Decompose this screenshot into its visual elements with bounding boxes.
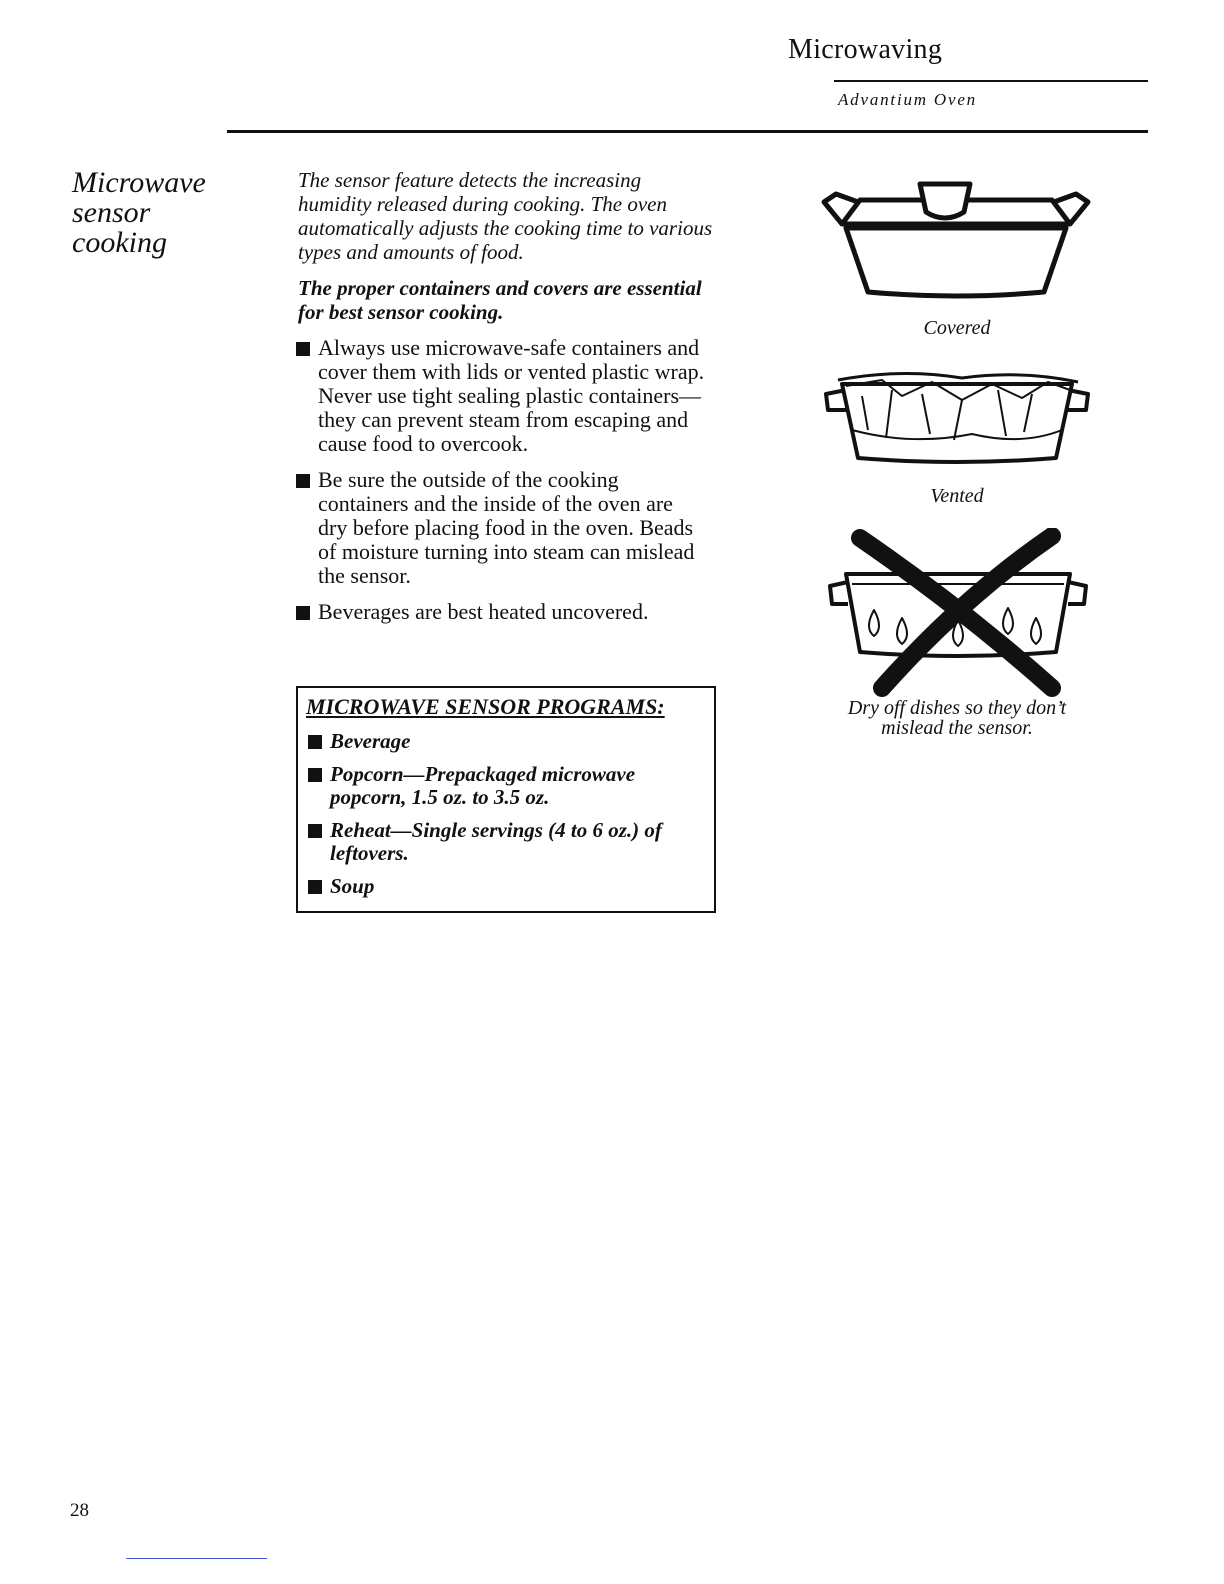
emphasis-paragraph: The proper containers and covers are essential for best sensor cooking.	[298, 276, 702, 324]
list-item-text: Be sure the outside of the cooking containers and the inside of the oven are dry before placing food in the oven. Beads of moisture turning into steam can mislead the sensor.	[318, 467, 695, 588]
covered-caption: Covered	[923, 317, 991, 339]
bullet-square-icon	[296, 342, 310, 356]
footer-line	[126, 1558, 267, 1559]
vented-caption: Vented	[930, 485, 984, 507]
sensor-programs-box	[296, 686, 716, 913]
bullet-square-icon	[296, 474, 310, 488]
header-divider	[834, 80, 1148, 82]
program-item	[308, 730, 704, 753]
page-number: 28	[70, 1500, 89, 1521]
covered-dish-icon	[812, 172, 1102, 312]
section-title-line-2: sensor	[72, 196, 151, 229]
program-item-text: Beverage	[330, 729, 411, 753]
covered-dish-illustration	[812, 172, 1102, 342]
programs-list	[308, 730, 704, 908]
section-title-line-3: cooking	[72, 226, 167, 259]
bullet-square-icon	[308, 735, 322, 749]
tips-list	[296, 336, 706, 636]
vented-dish-icon	[812, 360, 1102, 470]
program-item-text: Soup	[330, 874, 375, 898]
bullet-square-icon	[308, 824, 322, 838]
program-item	[308, 819, 704, 865]
page-header-title: Microwaving	[788, 34, 943, 65]
program-item-text: Popcorn—Prepackaged microwave popcorn, 1.5 oz. to 3.5 oz.	[330, 762, 636, 809]
program-item	[308, 763, 704, 809]
crossed-out-wet-dish-icon	[812, 528, 1102, 698]
program-item-text: Reheat—Single servings (4 to 6 oz.) of leftovers.	[330, 818, 662, 865]
dry-dishes-caption	[812, 698, 1102, 738]
vented-dish-illustration	[812, 360, 1102, 510]
list-item	[296, 336, 706, 456]
bullet-square-icon	[296, 606, 310, 620]
page-header-subtitle: Advantium Oven	[838, 90, 977, 109]
dry-caption-line-2: mislead the sensor.	[881, 717, 1033, 739]
wet-dish-illustration	[812, 528, 1102, 748]
section-title	[72, 168, 242, 258]
bullet-square-icon	[308, 880, 322, 894]
list-item-text: Always use microwave-safe containers and cover them with lids or vented plastic wrap. Never use tight sealing plastic containers—they can prevent steam from escaping and cause food to overcook.	[318, 335, 705, 456]
section-title-line-1: Microwave	[72, 166, 206, 199]
list-item	[296, 600, 706, 624]
bullet-square-icon	[308, 768, 322, 782]
intro-paragraph: The sensor feature detects the increasing humidity released during cooking. The oven automatically adjusts the cooking time to various types and amounts of food.	[298, 168, 713, 264]
main-divider	[227, 130, 1148, 133]
list-item-text: Beverages are best heated uncovered.	[318, 599, 649, 624]
program-item	[308, 875, 704, 898]
programs-title: MICROWAVE SENSOR PROGRAMS:	[306, 694, 665, 719]
dry-caption-line-1: Dry off dishes so they don’t	[847, 697, 1067, 719]
list-item	[296, 468, 706, 588]
